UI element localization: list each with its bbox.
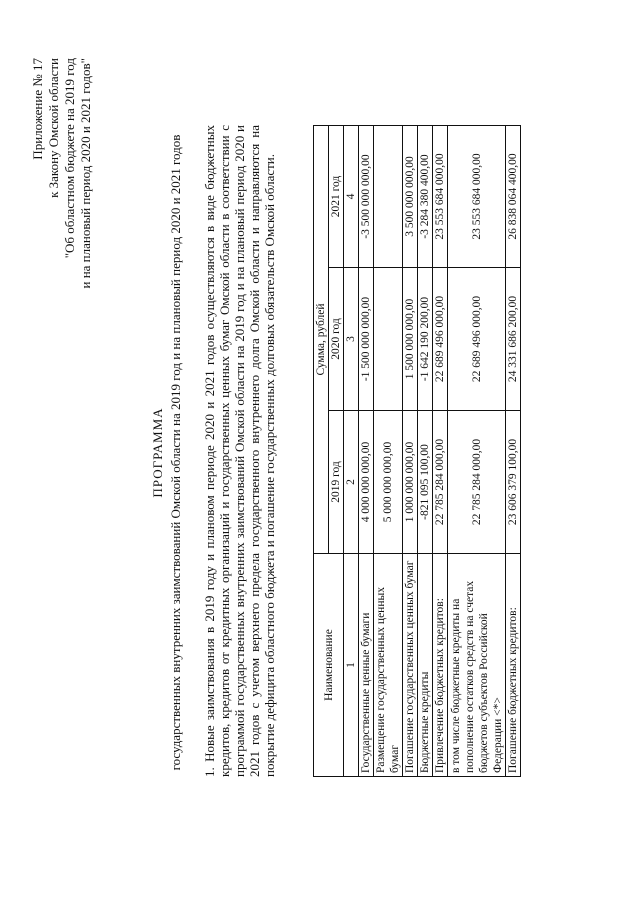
- value-2019: 22 785 284 000,00: [433, 411, 448, 554]
- value-2021: 26 838 064 400,00: [506, 126, 521, 268]
- document-title: ПРОГРАММА: [150, 407, 165, 498]
- table-row: [374, 126, 403, 777]
- value-2020: 1 500 000 000,00: [403, 268, 418, 411]
- header-2019: 2019 год: [329, 411, 344, 554]
- value-2019: 5 000 000 000,00: [374, 411, 403, 554]
- value-2019: 23 606 379 100,00: [506, 411, 521, 554]
- row-name: Привлечение бюджетных кредитов:: [433, 554, 448, 777]
- row-name: Бюджетные кредиты: [418, 554, 433, 777]
- header-2021: 2021 год: [329, 126, 344, 268]
- value-2021: 3 500 000 000,00: [403, 126, 418, 268]
- appendix-header: [30, 58, 94, 289]
- borrowing-table: [313, 125, 521, 777]
- header-sum: Сумма, рублей: [314, 126, 329, 554]
- row-name: Погашение бюджетных кредитов:: [506, 554, 521, 777]
- appendix-law-ref: к Закону Омской области: [46, 58, 61, 198]
- table-row: [359, 126, 374, 777]
- row-name: Государственные ценные бумаги: [359, 554, 374, 777]
- value-2020: 22 689 496 000,00: [433, 268, 448, 411]
- row-name: Размещение государственных ценных бумаг: [374, 554, 403, 777]
- value-2020: [374, 268, 403, 411]
- value-2019: 1 000 000 000,00: [403, 411, 418, 554]
- intro-paragraph: 1. Новые заимствования в 2019 году и плановом периоде 2020 и 2021 годов осуществляются в виде бюджетных кредитов, кредитов от кредитных организаций и государственных ценных бумаг Омской области в соответствии с программой государственных внутренних заимствований Омской области на 2019 год и на плановый период 2020 и 2021 годов с учетом верхнего предела государственного внутреннего долга Омской области и направляются на покрытие дефицита областного бюджета и погашение государственных долговых обязательств Омской области.: [202, 125, 277, 777]
- document-subtitle: государственных внутренних заимствований Омской области на 2019 год и на плановый период 2020 и 2021 годов: [168, 134, 183, 771]
- value-2020: -1 642 190 200,00: [418, 268, 433, 411]
- header-col-number: 4: [344, 126, 359, 268]
- row-name: Погашение государственных ценных бумаг: [403, 554, 418, 777]
- header-2020: 2020 год: [329, 268, 344, 411]
- value-2021: -3 284 380 400,00: [418, 126, 433, 268]
- value-2021: 23 553 684 000,00: [433, 126, 448, 268]
- table-row: [433, 126, 448, 777]
- table-row: [448, 126, 506, 777]
- appendix-number: Приложение № 17: [30, 58, 45, 160]
- value-2020: -1 500 000 000,00: [359, 268, 374, 411]
- header-name: Наименование: [314, 554, 344, 777]
- appendix-law-title-2: и на плановый период 2020 и 2021 годов": [78, 58, 93, 289]
- header-col-number: 3: [344, 268, 359, 411]
- value-2019: 22 785 284 000,00: [448, 411, 506, 554]
- value-2019: 4 000 000 000,00: [359, 411, 374, 554]
- table-row: [418, 126, 433, 777]
- header-col-number: 2: [344, 411, 359, 554]
- value-2021: -3 500 000 000,00: [359, 126, 374, 268]
- header-col-number: 1: [344, 554, 359, 777]
- value-2020: 24 331 686 200,00: [506, 268, 521, 411]
- table-row: [506, 126, 521, 777]
- value-2020: 22 689 496 000,00: [448, 268, 506, 411]
- appendix-law-title-1: "Об областном бюджете на 2019 год: [62, 58, 77, 259]
- row-name: в том числе бюджетные кредиты на пополнение остатков средств на счетах бюджетов субъектов Российской Федерации <*>: [448, 554, 506, 777]
- value-2021: [374, 126, 403, 268]
- table-row: [403, 126, 418, 777]
- value-2021: 23 553 684 000,00: [448, 126, 506, 268]
- value-2019: -821 095 100,00: [418, 411, 433, 554]
